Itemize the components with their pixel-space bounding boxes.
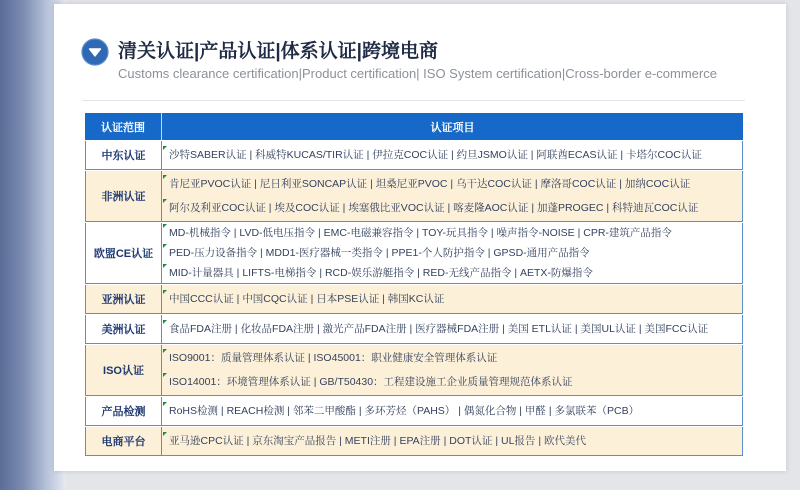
cell-comment-marker [163,290,167,294]
cert-item: REACH检测 [226,405,285,417]
cert-item: 激光产品FDA注册 [322,323,407,335]
table-header-scope: 认证范围 [85,113,162,140]
item-separator: | [233,293,243,305]
category-label: 亚洲认证 [86,285,162,313]
item-separator: | [545,405,555,417]
cert-item: 食品FDA注册 [169,323,232,335]
cert-item: 埃及COC认证 [274,201,340,214]
item-separator: | [527,149,537,161]
item-separator: | [355,405,365,417]
item-separator: | [218,405,227,417]
cert-item: 肯尼亚PVOC认证 [169,178,252,191]
item-separator: | [487,227,497,239]
cell-comment-marker [163,432,167,436]
table-row [85,345,743,396]
cert-item: 加纳COC认证 [624,178,691,191]
table-header [85,113,743,140]
item-separator: | [232,323,241,335]
cert-item: 日本PSE认证 [316,293,380,305]
item-line [169,223,742,243]
cell-comment-marker [163,146,167,150]
cell-comment-marker [163,264,167,268]
cert-item: ISO14001：环境管理体系认证 [169,375,311,388]
item-line [169,198,742,218]
table-row [85,397,743,426]
item-line [169,431,742,451]
item-separator: | [617,149,627,161]
cert-item: 噪声指令-NOISE [496,227,575,239]
cert-item: RoHS检测 [169,405,219,417]
cert-item: 中国CCC认证 [169,293,234,305]
cert-item: 埃塞俄比亚VOC认证 [348,201,445,214]
item-line [169,372,742,392]
cert-item: LVD-低电压指令 [239,227,316,239]
item-separator: | [265,201,275,214]
cert-item: UL报告 [500,435,536,447]
item-separator: | [314,323,323,335]
cert-item: ISO45001：职业健康安全管理体系认证 [313,352,498,365]
item-separator: | [233,267,243,279]
item-separator: | [315,227,324,239]
item-separator: | [571,323,581,335]
cert-item: 韩国KC认证 [387,293,445,305]
cert-item: 邻苯二甲酸酯 [292,405,356,417]
item-separator: | [316,267,325,279]
category-label: 美洲认证 [86,315,162,343]
item-separator: | [406,323,416,335]
item-separator: | [336,435,345,447]
item-separator: | [499,323,508,335]
item-separator: | [413,227,423,239]
category-label: ISO认证 [86,345,162,395]
items-cell [162,427,742,455]
item-separator: | [257,247,266,259]
cert-item: 多环芳烃（PAHS） [364,405,456,417]
cert-item: 科威特KUCAS/TIR认证 [255,149,364,161]
cert-item: ISO9001：质量管理体系认证 [169,352,305,365]
table-body [85,141,743,456]
cert-item: 美国UL认证 [580,323,636,335]
category-label: 欧盟CE认证 [86,223,162,283]
cert-item: 加蓬PROGEC [536,201,604,214]
cert-item: METI注册 [344,435,391,447]
cert-item: TOY-玩具指令 [422,227,488,239]
cert-item: 坦桑尼亚PVOC [375,178,448,191]
item-line [169,243,742,263]
cell-comment-marker [163,373,167,377]
item-separator: | [447,178,457,191]
item-separator: | [516,405,525,417]
cert-item: 约旦JSMO认证 [456,149,528,161]
table-row [85,315,743,344]
item-separator: | [243,435,253,447]
cell-comment-marker [163,402,167,406]
item-separator: | [390,435,400,447]
cert-item: 摩洛哥COC认证 [540,178,617,191]
page-title: 清关认证|产品认证|体系认证|跨境电商 [118,41,438,62]
table-row [85,427,743,456]
items-cell [162,223,742,283]
cert-item: AETX-防爆指令 [520,267,593,279]
category-label: 非洲认证 [86,171,162,221]
cert-item: GB/T50430：工程建设施工企业质量管理规范体系认证 [319,375,573,388]
item-separator: | [603,201,613,214]
items-cell [162,141,742,169]
cert-item: EPA注册 [399,435,441,447]
cert-item: 多氯联苯（PCB） [554,405,640,417]
category-label: 电商平台 [86,427,162,455]
cert-item: EMC-电磁兼容指令 [323,227,414,239]
item-separator: | [492,435,501,447]
cert-item: 卡塔尔COC认证 [626,149,702,161]
item-line [169,401,742,421]
table-row [85,141,743,170]
item-separator: | [363,149,373,161]
cert-item: MID-计量器具 [169,267,234,279]
category-label: 产品检测 [86,397,162,425]
table-header-items: 认证项目 [430,121,475,134]
cert-item: DOT认证 [449,435,493,447]
table-row [85,285,743,314]
cert-item: 阿联酋ECAS认证 [536,149,618,161]
item-separator: | [531,178,541,191]
cert-item: 沙特SABER认证 [169,149,247,161]
item-separator: | [616,178,625,191]
item-separator: | [339,201,349,214]
cert-item: 美国FCC认证 [644,323,709,335]
cell-comment-marker [163,320,167,324]
cert-item: PPE1-个人防护指令 [391,247,485,259]
cert-item: 京东淘宝产品报告 [252,435,337,447]
down-arrow-circle-icon [81,38,109,66]
item-separator: | [635,323,645,335]
certification-table [85,113,743,456]
table-row [85,223,743,284]
cert-item: 伊拉克COC认证 [372,149,449,161]
cert-item: RED-无线产品指令 [422,267,512,279]
items-cell [162,345,742,395]
item-separator: | [284,405,293,417]
item-separator: | [440,435,450,447]
item-separator: | [307,293,317,305]
cert-item: 科特迪瓦COC认证 [612,201,699,214]
item-separator: | [484,247,494,259]
item-separator: | [379,293,388,305]
item-line [169,174,742,194]
cert-item: 乌干达COC认证 [456,178,532,191]
cert-item: 喀麦隆AOC认证 [453,201,529,214]
item-separator: | [414,267,423,279]
item-separator: | [448,149,457,161]
item-separator: | [511,267,521,279]
cert-item: 中国CQC认证 [242,293,308,305]
cert-item: 偶氮化合物 [463,405,517,417]
cert-item: 亚马逊CPC认证 [169,435,244,447]
cell-comment-marker [163,244,167,248]
page-subtitle: Customs clearance certification|Product certification| ISO System certification|Cross-border e-commerce [118,66,717,81]
items-cell [162,171,742,221]
cert-item: MDD1-医疗器械一类指令 [265,247,383,259]
cert-item: 化妆品FDA注册 [240,323,315,335]
cert-item: RCD-娱乐游艇指令 [324,267,415,279]
cert-item: PED-压力设备指令 [169,247,258,259]
category-label: 中东认证 [86,141,162,169]
item-separator: | [528,201,537,214]
item-separator: | [382,247,392,259]
item-line [169,263,742,283]
cell-comment-marker [163,349,167,353]
item-separator: | [444,201,454,214]
cert-item: 阿尔及利亚COC认证 [169,201,266,214]
item-line [169,319,742,339]
items-cell [162,315,742,343]
cell-comment-marker [163,224,167,228]
cert-item: 医疗器械FDA注册 [415,323,500,335]
item-line [169,348,742,368]
table-row [85,171,743,222]
cert-item: MD-机械指令 [169,227,231,239]
item-separator: | [574,227,584,239]
item-separator: | [251,178,260,191]
cert-item: 美国 ETL认证 [507,323,572,335]
cert-item: 欧代美代 [543,435,586,447]
cert-item: LIFTS-电梯指令 [242,267,317,279]
item-separator: | [535,435,544,447]
items-cell [162,397,742,425]
header-divider [82,100,745,101]
item-line [169,289,742,309]
cert-item: 尼日利亚SONCAP认证 [259,178,368,191]
cell-comment-marker [163,199,167,203]
cert-item: GPSD-通用产品指令 [493,247,590,259]
item-separator: | [455,405,464,417]
item-separator: | [230,227,240,239]
item-line [169,145,742,165]
cell-comment-marker [163,175,167,179]
item-separator: | [304,352,314,365]
items-cell [162,285,742,313]
cert-item: 甲醛 [524,405,546,417]
item-separator: | [367,178,376,191]
cert-item: CPR-建筑产品指令 [583,227,672,239]
item-separator: | [246,149,256,161]
item-separator: | [310,375,320,388]
